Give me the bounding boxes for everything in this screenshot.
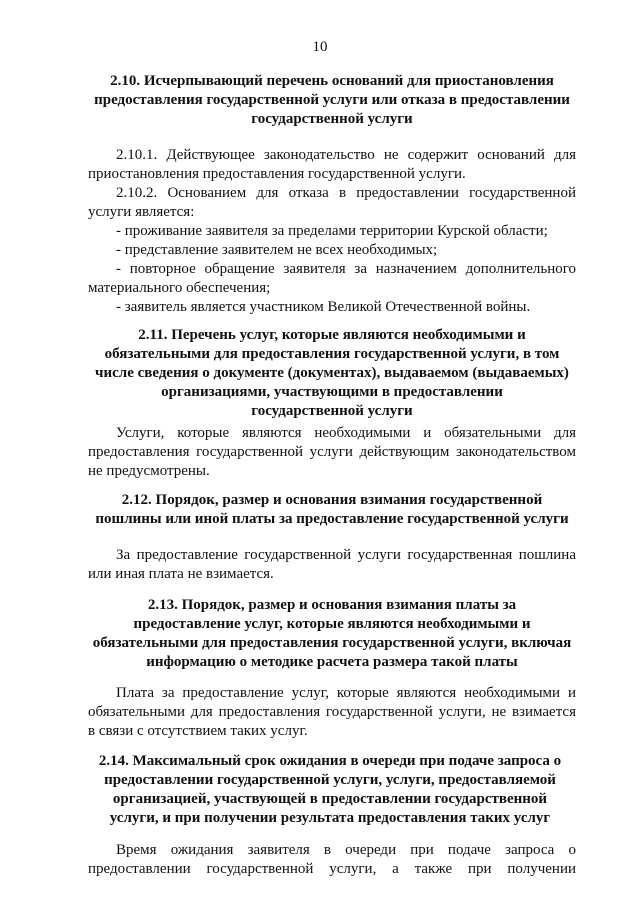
section-heading-2-10 [88,72,576,129]
section-heading-2-13 [88,596,576,672]
paragraph-2-13 [88,684,576,741]
paragraph-line: За предоставление государственной услуги государственная пошлина [116,547,576,563]
paragraph-line: Услуги, которые являются необходимыми и обязательными для [116,425,576,441]
heading-line: предоставлении государственной услуги, услуги, предоставляемой [104,772,556,788]
heading-line: 2.14. Максимальный срок ожидания в очереди при подаче запроса о [98,753,562,769]
paragraph-line: или иная плата не взимается. [88,566,274,582]
paragraph-line: Время ожидания заявителя в очереди при подаче запроса о [116,842,576,858]
paragraph-2-11 [88,424,576,481]
paragraph-2-14 [88,841,576,879]
paragraph-line: не предусмотрены. [88,463,210,479]
page-number: 10 [312,39,328,55]
paragraph-line: услуги является: [88,204,195,220]
heading-line: организацией, участвующей в предоставлении государственной [112,791,548,807]
heading-line: информацию о методике расчета размера такой платы [146,654,518,670]
section-heading-2-14 [80,752,580,828]
paragraph-line: Плата за предоставление услуг, которые являются необходимыми и [116,685,576,701]
heading-line: государственной услуги [251,403,413,419]
paragraph-line: 2.10.2. Основанием для отказа в предоставлении государственной [116,185,576,201]
heading-line: обязательными для предоставления государственной услуги, включая [92,635,572,651]
list-item [88,298,576,317]
heading-line: числе сведения о документе (документах), выдаваемом (выдаваемых) [95,365,569,381]
paragraph-2-10-2 [88,184,576,222]
paragraph-line: - проживание заявителя за пределами территории Курской области; [116,223,548,239]
heading-line: организациями, участвующими в предоставлении [161,384,503,400]
paragraph-line: 2.10.1. Действующее законодательство не содержит оснований для [116,147,576,163]
heading-line: обязательными для предоставления государственной услуги, в том [104,346,560,362]
paragraph-line: - представление заявителем не всех необходимых; [116,242,438,258]
paragraph-line: обязательными для предоставления государственной услуги, не взимается [88,704,576,720]
heading-line: предоставления государственной услуги или отказа в предоставлении [94,92,570,108]
paragraph-line: - повторное обращение заявителя за назначением дополнительного [116,261,576,277]
section-heading-2-12 [88,491,576,529]
paragraph-line: предоставления государственной услуги действующим законодательством [88,444,576,460]
list-item [88,241,576,260]
paragraph-line: - заявитель является участником Великой Отечественной войны. [116,299,531,315]
heading-line: услуги, и при получении результата предоставления таких услуг [109,810,551,826]
heading-line: 2.10. Исчерпывающий перечень оснований для приостановления [110,73,554,89]
heading-line: 2.11. Перечень услуг, которые являются необходимыми и [138,327,526,343]
paragraph-line: материального обеспечения; [88,280,271,296]
section-heading-2-11 [88,326,576,421]
list-item [88,260,576,298]
list-item [88,222,576,241]
paragraph-line: в связи с отсутствием таких услуг. [88,723,308,739]
heading-line: 2.12. Порядок, размер и основания взимания государственной [121,492,543,508]
paragraph-line: приостановления предоставления государственной услуги. [88,166,466,182]
heading-line: 2.13. Порядок, размер и основания взимания платы за [147,597,517,613]
heading-line: предоставление услуг, которые являются необходимыми и [133,616,531,632]
paragraph-2-10-1 [88,146,576,184]
heading-line: государственной услуги [251,111,413,127]
heading-line: пошлины или иной платы за предоставление государственной услуги [95,511,569,527]
paragraph-line: предоставлении государственной услуги, а также при получении [88,861,576,877]
paragraph-2-12 [88,546,576,584]
